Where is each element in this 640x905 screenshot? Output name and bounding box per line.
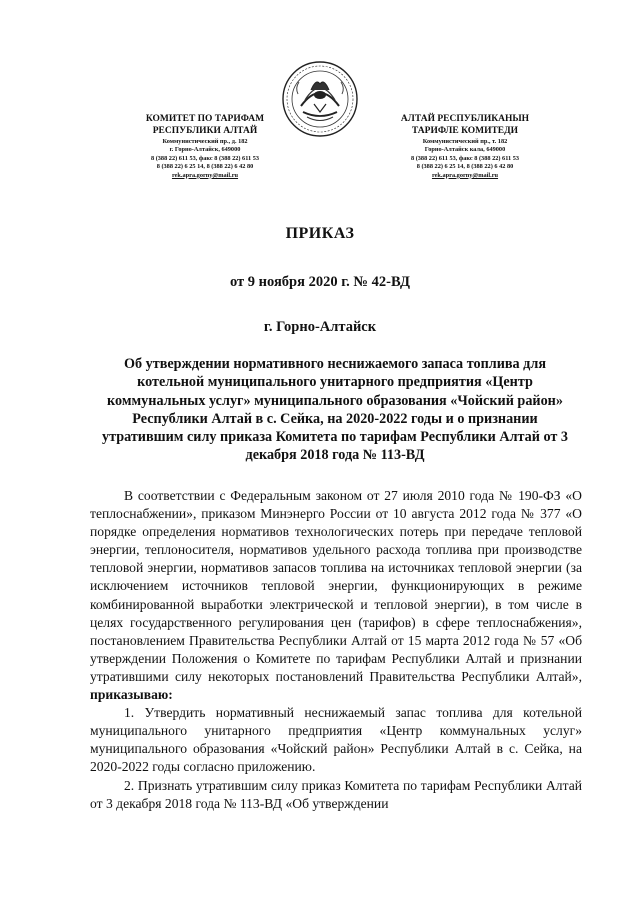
header-right-org-line2: ТАРИФЛЕ КОМИТЕДИ <box>411 125 519 136</box>
header-right-org-line1: АЛТАЙ РЕСПУБЛИКАНЫН <box>400 114 530 124</box>
paragraph-item-2: 2. Признать утратившим силу приказ Комитета по тарифам Республики Алтай от 3 декабря 2018 года № 113-ВД «Об утверждении <box>90 777 582 811</box>
document-city: г. Горно-Алтайск <box>263 319 377 335</box>
header-left-address2: г. Горно-Алтайск, 649000 <box>169 146 241 154</box>
paragraph-item-1: 1. Утвердить нормативный неснижаемый запас топлива для котельной муниципального унитарного предприятия «Центр коммунальных услуг» муниципального образования «Чойский район» Республики Алтай в с. Сейка, на 2020-2022 годы согласно приложению. <box>90 705 582 775</box>
document-subject: Об утверждении нормативного неснижаемого запаса топлива для котельной муниципального унитарного предприятия «Центр коммунальных услуг» муниципального образования «Чойский район» Республики Алтай в с. Сейка, на 2020-2022 годы и о признании утратившим силу приказа Комитета по тарифам Республики Алтай от 3 декабря 2018 года № 113-ВД <box>101 356 569 464</box>
header-left-email[interactable]: rek.apra.gorny@mail.ru <box>171 171 239 179</box>
header-left-org-line1: КОМИТЕТ ПО ТАРИФАМ <box>145 114 265 124</box>
header-left-phone1: 8 (388 22) 611 53, факс 8 (388 22) 611 53 <box>150 154 260 162</box>
header-right-address2: Горно-Алтайск кала, 649000 <box>424 146 506 154</box>
document-date: от 9 ноября 2020 г. № 42-ВД <box>229 274 411 290</box>
header-right-phone2: 8 (388 22) 6 25 14, 8 (388 22) 6 42 80 <box>416 163 514 171</box>
header-left-phone2: 8 (388 22) 6 25 14, 8 (388 22) 6 42 80 <box>156 163 254 171</box>
header-right-phone1: 8 (388 22) 611 53, факс 8 (388 22) 611 53 <box>410 154 520 162</box>
header-right <box>360 114 570 180</box>
order-word: приказываю: <box>90 687 173 703</box>
paragraph-preamble-text: В соответствии с Федеральным законом от 27 июля 2010 года № 190-ФЗ «О теплоснабжении», приказом Минэнерго России от 10 августа 2012 года № 377 «О порядке определения нормативов технологических потерь при передаче тепловой энергии, теплоносителя, нормативов удельного расхода топлива при производстве тепловой энергии, нормативов запасов топлива на источниках тепловой энергии (за исключением источников тепловой энергии, функционирующих в режиме комбинированной выработки электрической и тепловой энергии), в том числе в целях государственного регулирования цен (тарифов) в сфере теплоснабжения», постановлением Правительства Республики Алтай от 15 марта 2012 года № 57 «Об утверждении Положения о Комитете по тарифам Республики Алтай и признании утратившими силу некоторых постановлений Правительства Республики Алтай», <box>90 488 582 684</box>
header-left-address1: Коммунистический пр., д. 182 <box>162 137 248 145</box>
document-title: ПРИКАЗ <box>285 225 355 242</box>
header-right-address1: Коммунистический пр., т. 182 <box>422 137 508 145</box>
header-right-email[interactable]: rek.apra.gorny@mail.ru <box>431 171 499 179</box>
header-left <box>100 114 310 180</box>
header-left-org-line2: РЕСПУБЛИКИ АЛТАЙ <box>152 125 258 136</box>
paragraph-preamble <box>90 487 582 704</box>
document-body <box>90 487 582 813</box>
